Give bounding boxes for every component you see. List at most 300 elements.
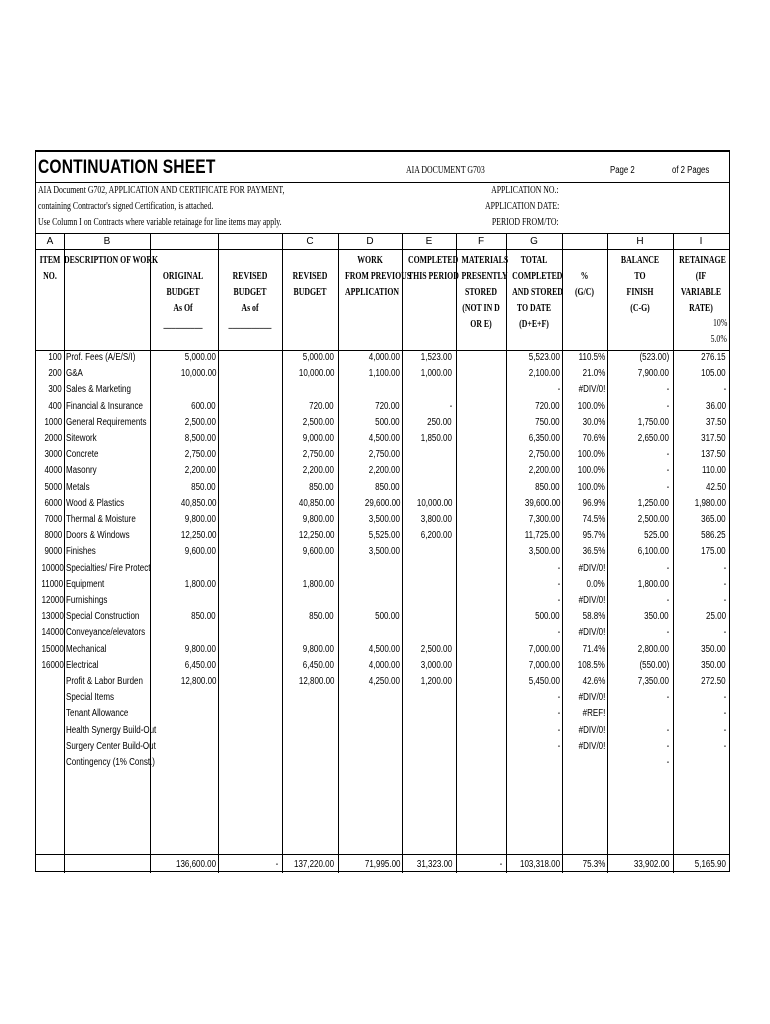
table-row (36, 756, 731, 772)
row-materials (456, 465, 502, 476)
row-this-period: 1,523.00 (420, 352, 452, 363)
row-original-budget (150, 384, 216, 395)
row-description: G&A (66, 368, 83, 380)
row-work-previous (338, 595, 400, 606)
row-revised-budget: 1,800.00 (302, 578, 334, 590)
row-item-no: 300 (48, 384, 62, 396)
row-this-period (402, 579, 452, 590)
table-row (36, 432, 731, 448)
total-retainage: 5,165.90 (694, 859, 726, 870)
row-this-period (402, 627, 452, 638)
row-percent: 74.5% (582, 514, 605, 525)
row-this-period (402, 741, 452, 752)
row-balance: 1,750.00 (637, 416, 669, 428)
row-materials (456, 449, 502, 460)
row-balance: - (666, 449, 669, 461)
row-total-completed: - (557, 562, 560, 574)
row-item-no: 14000 (41, 627, 64, 639)
row-retainage: - (723, 562, 726, 574)
col-header-balance: BALANCE TO FINISH (C-G) (620, 255, 660, 314)
table-row (36, 416, 731, 432)
row-materials (456, 692, 502, 703)
row-this-period: 6,200.00 (420, 530, 452, 542)
row-this-period (402, 563, 452, 574)
total-original-budget: 136,600.00 (175, 859, 216, 870)
row-item-no: 2000 (44, 433, 62, 444)
table-row (36, 578, 731, 594)
row-materials (456, 368, 502, 379)
row-original-budget (150, 708, 216, 719)
row-revised-budget (282, 563, 334, 574)
row-balance: - (666, 481, 669, 493)
row-materials (456, 352, 502, 363)
row-retainage: 317.50 (701, 433, 726, 444)
col-header-original-budget: ORIGINAL BUDGET As Of __________ (162, 271, 204, 330)
row-revised-budget-as-of (218, 449, 278, 460)
row-description: Mechanical (66, 643, 107, 655)
row-description: Wood & Plastics (66, 497, 125, 509)
row-materials (456, 433, 502, 444)
row-revised-budget: 9,600.00 (302, 546, 334, 558)
row-this-period: 3,000.00 (420, 659, 452, 671)
table-row (36, 383, 731, 399)
table-row (36, 448, 731, 464)
row-balance: 525.00 (644, 530, 669, 542)
row-revised-budget-as-of (218, 433, 278, 444)
row-revised-budget: 6,450.00 (302, 659, 334, 671)
application-no-label: APPLICATION NO.: (491, 185, 559, 196)
row-revised-budget-as-of (218, 482, 278, 493)
row-percent: #REF! (582, 708, 605, 720)
row-balance: 2,650.00 (637, 433, 669, 444)
table-row (36, 367, 731, 383)
row-item-no: 15000 (41, 643, 64, 655)
total-completed: 103,318.00 (519, 859, 560, 870)
row-materials (456, 611, 502, 622)
row-balance: - (666, 595, 669, 606)
info-line-1: AIA Document G702, APPLICATION AND CERTIFICATE FOR PAYMENT, (38, 185, 285, 196)
row-work-previous: 4,250.00 (368, 676, 400, 687)
row-retainage: - (723, 724, 726, 736)
row-revised-budget-as-of (218, 757, 278, 768)
row-description: Special Items (66, 692, 115, 704)
row-original-budget (150, 627, 216, 638)
row-balance: 7,350.00 (637, 676, 669, 687)
row-revised-budget-as-of (218, 692, 278, 703)
table-row (36, 626, 731, 642)
row-description: Conveyance/elevators (66, 627, 146, 639)
row-revised-budget (282, 692, 334, 703)
table-row (36, 740, 731, 756)
row-this-period (402, 465, 452, 476)
row-materials (456, 401, 502, 412)
row-revised-budget (282, 708, 334, 719)
row-percent: #DIV/0! (578, 740, 605, 752)
row-work-previous: 500.00 (375, 611, 400, 623)
row-this-period (402, 692, 452, 703)
row-description: Sales & Marketing (66, 384, 131, 396)
total-balance: 33,902.00 (633, 859, 669, 870)
row-percent: 110.5% (578, 352, 605, 363)
row-revised-budget-as-of (218, 627, 278, 638)
row-work-previous: 2,750.00 (368, 449, 400, 461)
row-total-completed: 7,300.00 (528, 514, 560, 525)
row-revised-budget: 720.00 (309, 400, 334, 412)
period-label: PERIOD FROM/TO: (492, 217, 559, 228)
col-letter-h: H (636, 236, 644, 247)
row-revised-budget (282, 595, 334, 606)
row-retainage: 586.25 (701, 530, 726, 542)
col-letter-b: B (103, 236, 111, 247)
row-description: Sitework (66, 433, 97, 444)
row-retainage: - (723, 740, 726, 752)
row-materials (456, 757, 502, 768)
row-percent: 100.0% (577, 465, 605, 477)
row-work-previous: 4,000.00 (368, 352, 400, 363)
sheet-title: CONTINUATION SHEET (38, 157, 216, 178)
row-description: Concrete (66, 449, 99, 461)
row-percent: 95.7% (582, 530, 605, 542)
continuation-sheet (35, 150, 730, 872)
table-row (36, 529, 731, 545)
row-revised-budget: 2,200.00 (302, 465, 334, 477)
row-this-period (402, 546, 452, 557)
table-row (36, 351, 731, 367)
total-work-previous: 71,995.00 (364, 859, 400, 870)
row-materials (456, 384, 502, 395)
row-original-budget: 12,800.00 (180, 676, 216, 687)
col-letter-g: G (530, 236, 538, 247)
row-this-period: 1,000.00 (420, 368, 452, 380)
row-total-completed: - (557, 578, 560, 590)
row-description: Specialties/ Fire Protect (66, 562, 151, 574)
table-row (36, 464, 731, 480)
table-row (36, 481, 731, 497)
row-this-period (402, 725, 452, 736)
row-revised-budget-as-of (218, 417, 278, 428)
row-retainage: 36.00 (705, 400, 726, 412)
table-row (36, 594, 731, 610)
row-original-budget: 2,750.00 (184, 449, 216, 461)
row-item-no: 5000 (44, 481, 62, 493)
total-this-period: 31,323.00 (416, 859, 452, 870)
row-item-no (36, 708, 62, 719)
row-item-no (36, 741, 62, 752)
row-total-completed: 11,725.00 (525, 530, 560, 542)
col-letter-a: A (46, 236, 54, 247)
row-work-previous (338, 708, 400, 719)
row-materials (456, 660, 502, 671)
row-total-completed: 850.00 (535, 481, 560, 493)
row-revised-budget-as-of (218, 384, 278, 395)
row-work-previous (338, 692, 400, 703)
row-retainage: 272.50 (701, 676, 726, 687)
row-balance: (523.00) (639, 352, 669, 363)
row-this-period (402, 482, 452, 493)
row-original-budget: 12,250.00 (180, 530, 216, 542)
row-item-no (36, 757, 62, 768)
col-header-this-period: COMPLETED THIS PERIOD (407, 255, 459, 282)
row-revised-budget: 850.00 (309, 611, 334, 623)
row-this-period: 1,850.00 (420, 433, 452, 444)
row-balance: 2,800.00 (637, 643, 669, 655)
row-revised-budget-as-of (218, 660, 278, 671)
row-revised-budget-as-of (218, 595, 278, 606)
col-header-revised-budget: REVISED BUDGET (292, 271, 328, 298)
row-revised-budget: 2,750.00 (302, 449, 334, 461)
row-total-completed: 2,750.00 (528, 449, 560, 461)
row-retainage: 365.00 (701, 514, 726, 525)
row-materials (456, 579, 502, 590)
row-materials (456, 595, 502, 606)
row-item-no: 12000 (41, 595, 64, 606)
row-item-no: 8000 (44, 530, 62, 542)
row-retainage: 137.50 (701, 449, 726, 461)
row-revised-budget: 9,800.00 (302, 514, 334, 525)
row-percent: 100.0% (577, 481, 605, 493)
row-item-no (36, 725, 62, 736)
row-retainage: 175.00 (701, 546, 726, 558)
row-description: Special Construction (66, 611, 140, 623)
row-total-completed: 2,200.00 (528, 465, 560, 477)
col-header-total: TOTAL COMPLETED AND STORED TO DATE (D+E+F) (512, 255, 563, 330)
row-original-budget: 2,200.00 (184, 465, 216, 477)
row-revised-budget-as-of (218, 465, 278, 476)
row-item-no (36, 676, 62, 687)
row-revised-budget (282, 627, 334, 638)
row-description: Tenant Allowance (66, 708, 129, 720)
row-total-completed: 7,000.00 (528, 643, 560, 655)
row-materials (456, 514, 502, 525)
row-work-previous: 4,000.00 (368, 659, 400, 671)
row-retainage: 25.00 (705, 611, 726, 623)
row-percent: #DIV/0! (578, 595, 605, 606)
row-balance: 7,900.00 (637, 368, 669, 380)
table-row (36, 675, 731, 691)
row-item-no: 13000 (41, 611, 64, 623)
row-this-period (402, 384, 452, 395)
row-original-budget: 9,800.00 (184, 514, 216, 525)
row-balance: 6,100.00 (637, 546, 669, 558)
row-percent: 96.9% (582, 497, 605, 509)
row-original-budget: 6,450.00 (184, 659, 216, 671)
row-item-no: 1000 (44, 416, 62, 428)
row-total-completed: 720.00 (535, 400, 560, 412)
row-retainage: 350.00 (701, 659, 726, 671)
row-revised-budget (282, 757, 334, 768)
row-total-completed: 5,450.00 (528, 676, 560, 687)
row-description: Equipment (66, 578, 105, 590)
row-balance: - (666, 400, 669, 412)
row-work-previous (338, 627, 400, 638)
row-description: Health Synergy Build-Out (66, 724, 157, 736)
table-row (36, 707, 731, 723)
row-item-no (36, 692, 62, 703)
row-total-completed: 500.00 (535, 611, 560, 623)
row-item-no: 100 (48, 352, 62, 363)
row-revised-budget-as-of (218, 579, 278, 590)
row-item-no: 10000 (41, 562, 64, 574)
row-description: Metals (66, 481, 90, 493)
row-balance: 350.00 (644, 611, 669, 623)
row-original-budget: 850.00 (191, 611, 216, 623)
row-work-previous: 850.00 (375, 481, 400, 493)
row-work-previous: 4,500.00 (368, 643, 400, 655)
row-materials (456, 482, 502, 493)
row-revised-budget: 12,250.00 (298, 530, 334, 542)
row-this-period: 250.00 (427, 416, 452, 428)
row-work-previous: 4,500.00 (368, 433, 400, 444)
row-retainage: - (723, 692, 726, 704)
row-this-period (402, 611, 452, 622)
row-work-previous: 3,500.00 (368, 546, 400, 558)
row-retainage: 110.00 (702, 465, 726, 477)
row-percent: 21.0% (582, 368, 605, 380)
row-percent: #DIV/0! (578, 692, 605, 704)
row-materials (456, 644, 502, 655)
row-this-period (402, 449, 452, 460)
col-header-retainage: RETAINAGE (IF VARIABLE RATE) (679, 255, 726, 314)
row-revised-budget-as-of (218, 644, 278, 655)
row-work-previous: 1,100.00 (368, 368, 400, 380)
row-description: Finishes (66, 546, 96, 558)
row-balance: 1,250.00 (637, 497, 669, 509)
table-row (36, 610, 731, 626)
row-retainage (673, 757, 726, 768)
col-letter-i: I (699, 236, 703, 247)
row-retainage: 42.50 (705, 481, 726, 493)
row-total-completed: 5,523.00 (528, 352, 560, 363)
row-description: Doors & Windows (66, 530, 130, 542)
row-retainage: 37.50 (705, 416, 726, 428)
row-original-budget (150, 741, 216, 752)
row-balance: - (666, 384, 669, 396)
row-description: Prof. Fees (A/E/S/I) (66, 352, 136, 363)
total-revised-budget: 137,220.00 (293, 859, 334, 870)
row-percent: 42.6% (582, 676, 605, 687)
row-retainage: 1,980.00 (694, 497, 726, 509)
row-original-budget: 600.00 (191, 400, 216, 412)
row-retainage: 105.00 (701, 368, 726, 380)
row-total-completed: - (557, 384, 560, 396)
row-materials (456, 741, 502, 752)
row-revised-budget-as-of (218, 401, 278, 412)
row-materials (456, 725, 502, 736)
row-work-previous: 720.00 (375, 400, 400, 412)
row-revised-budget: 10,000.00 (298, 368, 334, 380)
row-retainage: - (723, 627, 726, 639)
row-original-budget: 40,850.00 (180, 497, 216, 509)
row-description: General Requirements (66, 416, 147, 428)
table-row (36, 562, 731, 578)
row-percent: 70.6% (582, 433, 605, 444)
row-total-completed: - (557, 740, 560, 752)
row-description: Thermal & Moisture (66, 514, 136, 525)
row-revised-budget-as-of (218, 352, 278, 363)
row-revised-budget (282, 725, 334, 736)
col-letter-e: E (425, 236, 433, 247)
row-balance: - (666, 757, 669, 768)
row-original-budget (150, 725, 216, 736)
row-balance (607, 708, 669, 719)
row-percent: 36.5% (582, 546, 605, 558)
row-revised-budget (282, 384, 334, 395)
col-header-percent: % (G/C) (574, 271, 595, 298)
row-materials (456, 708, 502, 719)
row-this-period (402, 757, 452, 768)
totals-row (36, 854, 731, 872)
row-revised-budget-as-of (218, 530, 278, 541)
row-percent: 30.0% (582, 416, 605, 428)
row-work-previous: 2,200.00 (368, 465, 400, 477)
row-description: Financial & Insurance (66, 400, 143, 412)
row-total-completed (506, 757, 560, 768)
row-original-budget (150, 595, 216, 606)
retainage-rate-10: 10% (712, 318, 727, 329)
row-work-previous: 500.00 (375, 416, 400, 428)
row-revised-budget-as-of (218, 368, 278, 379)
row-item-no: 11000 (41, 578, 64, 590)
row-original-budget: 5,000.00 (184, 352, 216, 363)
table-row (36, 513, 731, 529)
table-row (36, 400, 731, 416)
row-this-period (402, 708, 452, 719)
row-percent: 71.4% (582, 643, 605, 655)
row-description: Electrical (66, 659, 99, 671)
row-original-budget (150, 563, 216, 574)
row-original-budget (150, 757, 216, 768)
col-letter-d: D (366, 236, 374, 247)
row-original-budget: 9,800.00 (184, 643, 216, 655)
total-percent: 75.3% (582, 859, 605, 870)
row-materials (456, 627, 502, 638)
row-revised-budget-as-of (218, 725, 278, 736)
row-revised-budget-as-of (218, 676, 278, 687)
row-percent: 100.0% (577, 400, 605, 412)
row-revised-budget: 5,000.00 (302, 352, 334, 363)
row-item-no: 4000 (44, 465, 62, 477)
row-retainage: - (723, 578, 726, 590)
table-row (36, 497, 731, 513)
col-letter-f: F (477, 236, 485, 247)
row-total-completed: 39,600.00 (524, 497, 560, 509)
row-total-completed: - (557, 724, 560, 736)
row-revised-budget: 9,000.00 (302, 433, 334, 444)
row-work-previous (338, 579, 400, 590)
row-materials (456, 530, 502, 541)
row-work-previous (338, 741, 400, 752)
row-revised-budget-as-of (218, 708, 278, 719)
info-line-3: Use Column I on Contracts where variable retainage for line items may apply. (38, 217, 282, 228)
row-work-previous: 3,500.00 (368, 514, 400, 525)
total-materials: - (499, 859, 502, 870)
row-percent (562, 757, 605, 768)
row-revised-budget: 850.00 (309, 481, 334, 493)
row-original-budget: 8,500.00 (184, 433, 216, 444)
row-total-completed: 6,350.00 (528, 433, 560, 444)
row-this-period: 2,500.00 (420, 643, 452, 655)
row-work-previous (338, 757, 400, 768)
row-materials (456, 563, 502, 574)
row-work-previous: 29,600.00 (364, 497, 400, 509)
row-revised-budget: 40,850.00 (298, 497, 334, 509)
row-original-budget: 9,600.00 (184, 546, 216, 558)
row-original-budget: 850.00 (191, 481, 216, 493)
row-original-budget: 1,800.00 (184, 578, 216, 590)
row-percent: #DIV/0! (578, 724, 605, 736)
table-row (36, 545, 731, 561)
row-balance: - (666, 627, 669, 639)
